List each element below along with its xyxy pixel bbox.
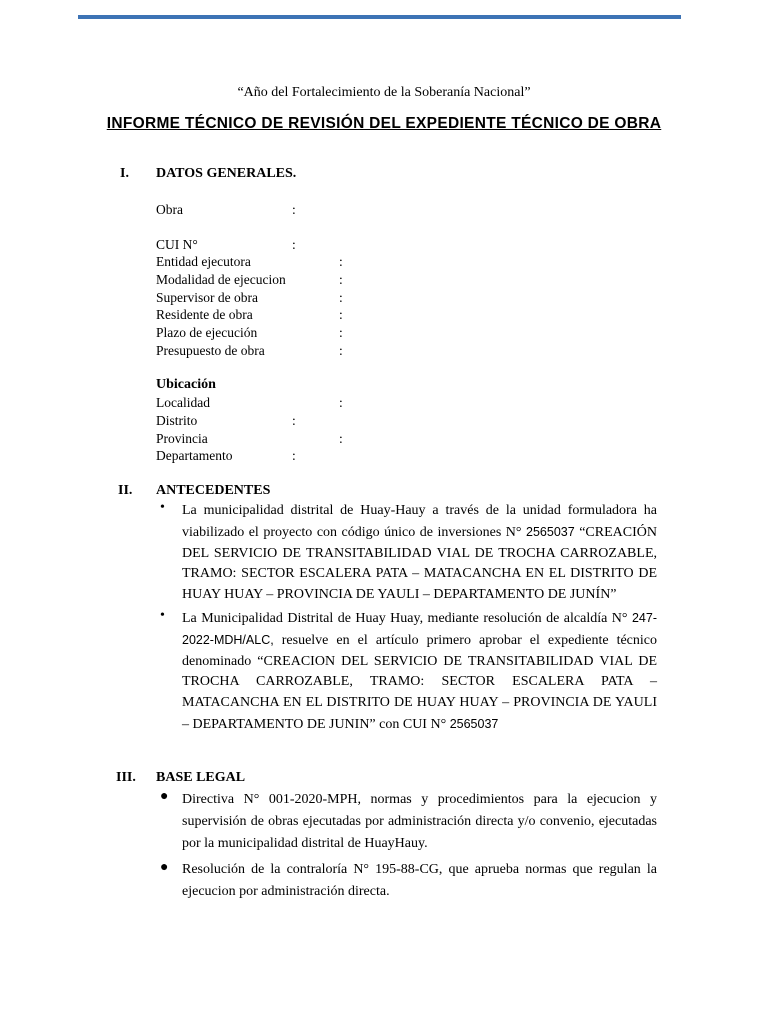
section-3-title: BASE LEGAL: [156, 770, 246, 785]
field-label-provincia: Provincia: [156, 431, 208, 446]
bullet-icon: ●: [160, 789, 169, 804]
antecedentes-paragraph-2: La Municipalidad Distrital de Huay Huay, mediante resolución de alcaldía N° 247-2022-MDH/ALC, resuelve en el artículo primero aprobar el expediente técnico denominado “CREACION DEL SERVICIO DE TRANSITABILIDAD VIAL DE TROCHA CARROZABLE, TRAMO: SECTOR ESCALERA PATA – MATACANCHA EN EL DISTRITO DE HUAY HUAY – PROVINCIA DE YAULI – DEPARTAMENTO DE JUNIN” con CUI N° 2565037: [182, 611, 658, 732]
resolution-number: 2022-MDH/ALC,: [182, 632, 274, 647]
field-label-presupuesto: Presupuesto de obra: [156, 343, 265, 358]
resolution-number: 247-: [631, 611, 657, 625]
section-2-title: ANTECEDENTES: [156, 483, 271, 498]
document-title: INFORME TÉCNICO DE REVISIÓN DEL EXPEDIENTE TÉCNICO DE OBRA: [106, 115, 662, 132]
field-label-cui: CUI N°: [156, 237, 198, 252]
section-1-title: DATOS GENERALES.: [156, 166, 297, 181]
field-colon-presupuesto: :: [339, 343, 343, 358]
field-colon-provincia: :: [339, 431, 343, 446]
bullet-icon: ●: [160, 860, 169, 875]
top-rule: [78, 15, 681, 19]
ubicacion-title: Ubicación: [156, 377, 216, 392]
section-1-number: I.: [120, 166, 129, 181]
field-colon-plazo: :: [339, 325, 343, 340]
field-label-localidad: Localidad: [156, 395, 210, 410]
field-colon-distrito: :: [292, 413, 296, 428]
field-colon-obra: :: [292, 202, 296, 217]
section-3-number: III.: [116, 770, 136, 785]
field-label-modalidad: Modalidad de ejecucion: [156, 272, 286, 287]
field-colon-residente: :: [339, 307, 343, 322]
cui-number: 2565037: [449, 716, 499, 731]
base-legal-paragraph-2: Resolución de la contraloría N° 195-88-CG, que aprueba normas que regulan la ejecucion por administración directa.: [182, 862, 657, 899]
bullet-icon: •: [160, 500, 165, 515]
field-colon-departamento: :: [292, 448, 296, 463]
bullet-icon: •: [160, 608, 165, 623]
field-colon-cui: :: [292, 237, 296, 252]
field-label-distrito: Distrito: [156, 413, 198, 428]
field-label-departamento: Departamento: [156, 448, 233, 463]
field-colon-modalidad: :: [339, 272, 343, 287]
field-label-plazo: Plazo de ejecución: [156, 325, 258, 340]
field-colon-entidad: :: [339, 254, 343, 269]
field-label-supervisor: Supervisor de obra: [156, 290, 258, 305]
field-label-obra: Obra: [156, 202, 183, 217]
field-colon-supervisor: :: [339, 290, 343, 305]
section-2-number: II.: [118, 483, 133, 498]
base-legal-paragraph-1: Directiva N° 001-2020-MPH, normas y procedimientos para la ejecucion y supervisión de obras ejecutadas por administración directa y/o convenio, ejecutadas por la municipalidad distrital de HuayHauy.: [182, 792, 657, 851]
antecedentes-paragraph-1: La municipalidad distrital de Huay-Hauy a través de la unidad formuladora ha viabilizado el proyecto con código único de inversiones N° 2565037 “CREACIÓN DEL SERVICIO DE TRANSITABILIDAD VIAL DE TROCHA CARROZABLE, TRAMO: SECTOR ESCALERA PATA – MATACANCHA EN EL DISTRITO DE HUAY HUAY – PROVINCIA DE YAULI – DEPARTAMENTO DE JUNÍN”: [182, 503, 657, 603]
field-label-residente: Residente de obra: [156, 307, 253, 322]
cui-number: 2565037: [526, 524, 575, 539]
field-label-entidad: Entidad ejecutora: [156, 254, 251, 269]
field-colon-localidad: :: [339, 395, 343, 410]
header-motto: “Año del Fortalecimiento de la Soberanía Nacional”: [237, 85, 531, 100]
